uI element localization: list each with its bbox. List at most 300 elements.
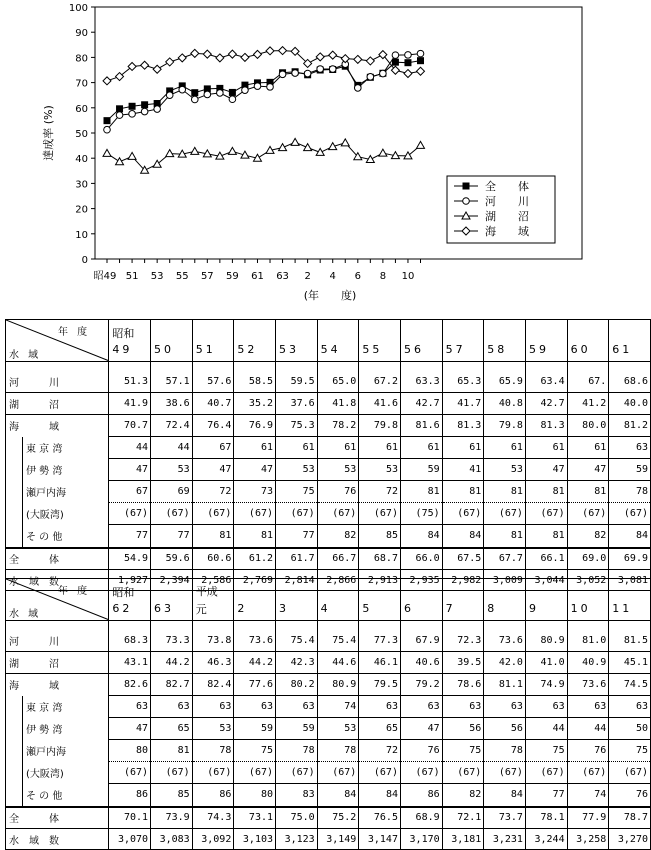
era-label xyxy=(362,584,400,602)
value-cell: 37.6 xyxy=(276,393,318,415)
spacer-cell xyxy=(6,621,109,630)
data-point xyxy=(166,58,174,66)
indent xyxy=(6,718,23,740)
value-cell: 44 xyxy=(109,437,151,459)
value-cell: 53 xyxy=(151,459,193,481)
value-cell: 63.4 xyxy=(525,371,567,393)
year-label: 59 xyxy=(528,343,549,356)
data-point xyxy=(228,50,236,58)
data-point xyxy=(228,147,236,154)
row-label: 海 域 xyxy=(6,415,109,437)
data-point xyxy=(241,53,249,61)
year-label: 51 xyxy=(195,343,216,356)
value-cell: 82 xyxy=(317,525,359,548)
value-cell: 2,394 xyxy=(151,570,193,591)
value-cell: 63 xyxy=(192,696,234,718)
value-cell: 86 xyxy=(192,784,234,807)
value-cell: 74 xyxy=(567,784,609,807)
spacer-cell xyxy=(6,362,109,371)
sub-row-label: そ の 他 xyxy=(26,532,63,543)
sub-row-label-wrap xyxy=(6,762,108,784)
x-tick-label: 昭49 xyxy=(93,271,117,282)
data-point xyxy=(203,50,211,58)
value-cell: 79.8 xyxy=(484,415,526,437)
value-cell: 81.3 xyxy=(525,415,567,437)
value-cell: 39.5 xyxy=(442,652,484,674)
spacer-cell xyxy=(567,362,609,371)
year-label: 60 xyxy=(570,343,591,356)
value-cell: 74.9 xyxy=(525,674,567,696)
year-label: 4 xyxy=(320,602,331,615)
value-cell: 50 xyxy=(609,718,651,740)
value-cell: 86 xyxy=(109,784,151,807)
data-point xyxy=(103,149,111,156)
era-label xyxy=(237,584,275,602)
y-tick-label: 40 xyxy=(75,154,88,166)
year-label: 9 xyxy=(528,602,539,615)
value-cell: 67 xyxy=(192,437,234,459)
value-cell: 74 xyxy=(317,696,359,718)
value-cell: 46.3 xyxy=(192,652,234,674)
value-cell: 61 xyxy=(525,437,567,459)
era-label xyxy=(487,325,525,343)
value-cell: 2,866 xyxy=(317,570,359,591)
value-cell: 74.3 xyxy=(192,807,234,829)
sub-row-label: 伊 勢 湾 xyxy=(26,725,63,736)
value-cell: 75 xyxy=(442,740,484,762)
era-label xyxy=(571,325,609,343)
value-cell: 42.3 xyxy=(276,652,318,674)
value-cell: 81 xyxy=(525,481,567,503)
data-point xyxy=(191,49,199,57)
data-point xyxy=(405,52,412,59)
value-cell: 75.4 xyxy=(317,630,359,652)
value-cell: 82.4 xyxy=(192,674,234,696)
x-tick-label: 2 xyxy=(304,271,311,282)
data-point xyxy=(254,83,261,90)
series-circle xyxy=(104,50,424,133)
y-tick-label: 80 xyxy=(75,53,88,65)
value-cell: 65 xyxy=(151,718,193,740)
year-label: 61 xyxy=(612,343,633,356)
value-cell: 68.7 xyxy=(359,548,401,570)
value-cell: (67) xyxy=(484,503,526,525)
spacer-cell xyxy=(567,621,609,630)
value-cell: (75) xyxy=(400,503,442,525)
data-point xyxy=(141,61,149,69)
sub-row-label: 瀬戸内海 xyxy=(26,488,66,499)
value-cell: 81 xyxy=(484,481,526,503)
x-tick-label: 4 xyxy=(329,271,336,282)
value-cell: 59 xyxy=(276,718,318,740)
y-tick-label: 90 xyxy=(75,28,88,40)
value-cell: 3,123 xyxy=(276,829,318,850)
value-cell: 75 xyxy=(234,740,276,762)
value-cell: 60.6 xyxy=(192,548,234,570)
value-cell: 67.2 xyxy=(359,371,401,393)
year-label: 8 xyxy=(487,602,498,615)
value-cell: (67) xyxy=(317,503,359,525)
value-cell: 54.9 xyxy=(109,548,151,570)
value-cell: 78 xyxy=(609,481,651,503)
data-point xyxy=(204,91,211,98)
data-point xyxy=(463,183,469,189)
indent xyxy=(6,437,23,459)
value-cell: 74.5 xyxy=(609,674,651,696)
data-point xyxy=(316,148,324,155)
table-row xyxy=(6,829,651,850)
year-label: 58 xyxy=(487,343,508,356)
series-line xyxy=(107,54,421,130)
data-point xyxy=(179,86,186,93)
year-header xyxy=(192,579,234,621)
era-label: 昭和 xyxy=(112,586,135,599)
value-cell: 81.1 xyxy=(484,674,526,696)
era-label xyxy=(321,325,359,343)
year-header xyxy=(525,320,567,362)
year-label: 10 xyxy=(570,602,591,615)
value-cell: 61 xyxy=(317,437,359,459)
data-point xyxy=(341,139,349,146)
value-cell: 76.4 xyxy=(192,415,234,437)
value-cell: (67) xyxy=(234,762,276,784)
table-row xyxy=(6,807,651,829)
value-cell: 69 xyxy=(151,481,193,503)
value-cell: 73.6 xyxy=(484,630,526,652)
value-cell: 47 xyxy=(192,459,234,481)
era-label xyxy=(612,325,650,343)
data-point xyxy=(178,54,186,62)
data-point xyxy=(354,55,362,63)
data-point xyxy=(329,51,337,59)
data-point xyxy=(417,141,425,148)
table-row xyxy=(6,674,651,696)
value-cell: 72.4 xyxy=(151,415,193,437)
row-label: 全 体 xyxy=(6,807,109,829)
value-cell: 65.9 xyxy=(484,371,526,393)
value-cell: 69.9 xyxy=(609,548,651,570)
value-cell: 80.0 xyxy=(567,415,609,437)
data-point xyxy=(316,53,324,61)
value-cell: 45.1 xyxy=(609,652,651,674)
value-cell: 80.9 xyxy=(525,630,567,652)
corner-cell xyxy=(6,320,109,362)
year-header xyxy=(442,579,484,621)
value-cell: 53 xyxy=(317,718,359,740)
value-cell: 76 xyxy=(609,784,651,807)
year-label: 52 xyxy=(237,343,258,356)
year-header xyxy=(234,579,276,621)
value-cell: 3,092 xyxy=(192,829,234,850)
era-label xyxy=(196,325,234,343)
value-cell: 73.8 xyxy=(192,630,234,652)
sub-row-label-wrap xyxy=(6,718,108,740)
spacer-cell xyxy=(400,621,442,630)
year-header xyxy=(359,579,401,621)
value-cell: (67) xyxy=(567,762,609,784)
data-point xyxy=(279,71,286,78)
value-cell: 44.2 xyxy=(151,652,193,674)
data-point xyxy=(404,70,412,78)
data-point xyxy=(191,147,199,154)
row-label: 水 域 数 xyxy=(6,570,109,591)
y-tick-label: 50 xyxy=(75,129,88,140)
sub-row-label: 伊 勢 湾 xyxy=(26,466,63,477)
value-cell: 78.7 xyxy=(609,807,651,829)
series-triangle xyxy=(103,138,425,173)
y-axis-label: 達成率 (%) xyxy=(42,105,55,161)
value-cell: 72 xyxy=(359,740,401,762)
value-cell: 67. xyxy=(567,371,609,393)
row-label xyxy=(6,503,109,525)
table-row xyxy=(6,437,651,459)
data-point xyxy=(417,50,424,57)
y-tick-label: 60 xyxy=(75,103,88,115)
value-cell: 63 xyxy=(484,696,526,718)
data-point xyxy=(166,150,174,157)
year-header xyxy=(567,320,609,362)
spacer-cell xyxy=(609,362,651,371)
indent xyxy=(6,459,23,481)
value-cell: (67) xyxy=(442,503,484,525)
value-cell: 77 xyxy=(276,525,318,548)
value-cell: 40.0 xyxy=(609,393,651,415)
value-cell: 73.6 xyxy=(567,674,609,696)
value-cell: 75 xyxy=(609,740,651,762)
series-diamond xyxy=(103,47,425,85)
value-cell: 65.0 xyxy=(317,371,359,393)
x-tick-label: 8 xyxy=(379,271,387,282)
row-label: 湖 沼 xyxy=(6,393,109,415)
value-cell: 81.6 xyxy=(400,415,442,437)
year-label: 54 xyxy=(320,343,341,356)
x-tick-label: 53 xyxy=(150,271,164,282)
value-cell: 43.1 xyxy=(109,652,151,674)
value-cell: 73.6 xyxy=(234,630,276,652)
data-point xyxy=(153,65,161,73)
value-cell: (67) xyxy=(609,762,651,784)
value-cell: 73.1 xyxy=(234,807,276,829)
value-cell: 75.4 xyxy=(276,630,318,652)
value-cell: 63 xyxy=(359,696,401,718)
y-tick-label: 70 xyxy=(75,78,88,90)
value-cell: 75.0 xyxy=(276,807,318,829)
row-label xyxy=(6,525,109,548)
value-cell: (67) xyxy=(109,762,151,784)
value-cell: 82 xyxy=(442,784,484,807)
value-cell: 81 xyxy=(484,525,526,548)
row-label xyxy=(6,481,109,503)
value-cell: 41.6 xyxy=(359,393,401,415)
year-header xyxy=(400,579,442,621)
year-label: 6 xyxy=(403,602,414,615)
value-cell: 47 xyxy=(234,459,276,481)
value-cell: 41.2 xyxy=(567,393,609,415)
data-point xyxy=(129,111,136,118)
spacer-cell xyxy=(484,362,526,371)
value-cell: 83 xyxy=(276,784,318,807)
value-cell: 76.5 xyxy=(359,807,401,829)
value-cell: 78 xyxy=(276,740,318,762)
year-header xyxy=(567,579,609,621)
sub-row-label: 瀬戸内海 xyxy=(26,747,66,758)
data-point xyxy=(304,70,311,77)
value-cell: 80 xyxy=(109,740,151,762)
spacer-cell xyxy=(442,621,484,630)
value-cell: 2,935 xyxy=(400,570,442,591)
data-point xyxy=(217,90,224,97)
value-cell: 61.7 xyxy=(276,548,318,570)
corner-year-label: 年 度 xyxy=(58,586,91,597)
value-cell: 81 xyxy=(525,525,567,548)
achievement-rate-line-chart xyxy=(0,0,651,305)
row-label xyxy=(6,437,109,459)
value-cell: (67) xyxy=(276,762,318,784)
value-cell: 77 xyxy=(109,525,151,548)
data-point xyxy=(192,90,198,96)
year-header xyxy=(525,579,567,621)
value-cell: 84 xyxy=(400,525,442,548)
value-cell: 81.2 xyxy=(609,415,651,437)
value-cell: 86 xyxy=(400,784,442,807)
spacer-cell xyxy=(609,621,651,630)
value-cell: 68.6 xyxy=(609,371,651,393)
sub-row-label-wrap xyxy=(6,437,108,459)
data-point xyxy=(128,152,136,159)
spacer-cell xyxy=(442,362,484,371)
value-cell: 82 xyxy=(567,525,609,548)
era-label xyxy=(446,584,484,602)
value-cell: 84 xyxy=(317,784,359,807)
value-cell: 40.9 xyxy=(567,652,609,674)
table-row xyxy=(6,652,651,674)
value-cell: 44 xyxy=(567,718,609,740)
era-label xyxy=(529,584,567,602)
sub-row-label: 東 京 湾 xyxy=(26,703,63,714)
legend-label: 湖 沼 xyxy=(485,210,529,223)
data-point xyxy=(291,138,299,145)
indent xyxy=(6,525,23,547)
value-cell: (67) xyxy=(192,762,234,784)
data-point xyxy=(267,84,274,91)
row-label xyxy=(6,762,109,784)
spacer-cell xyxy=(151,621,193,630)
value-cell: 67.9 xyxy=(400,630,442,652)
value-cell: 72.3 xyxy=(442,630,484,652)
value-cell: 73 xyxy=(234,481,276,503)
x-tick-label: 6 xyxy=(354,271,361,282)
year-label: 53 xyxy=(279,343,300,356)
row-label xyxy=(6,740,109,762)
year-label: 49 xyxy=(112,343,133,356)
indent xyxy=(6,740,23,762)
year-header xyxy=(484,579,526,621)
table-row xyxy=(6,740,651,762)
data-point xyxy=(104,118,110,124)
value-cell: 63 xyxy=(276,696,318,718)
spacer-row xyxy=(6,621,651,630)
value-cell: 61 xyxy=(234,437,276,459)
value-cell: (67) xyxy=(609,503,651,525)
sub-row-label-wrap xyxy=(6,503,108,525)
year-header xyxy=(400,320,442,362)
value-cell: 63 xyxy=(151,696,193,718)
value-cell: 72 xyxy=(192,481,234,503)
year-label: 63 xyxy=(154,602,175,615)
spacer-cell xyxy=(151,362,193,371)
data-point xyxy=(253,50,261,58)
value-cell: 47 xyxy=(400,718,442,740)
value-cell: 81 xyxy=(192,525,234,548)
spacer-cell xyxy=(276,362,318,371)
value-cell: 53 xyxy=(359,459,401,481)
data-point xyxy=(379,149,387,156)
value-cell: 46.1 xyxy=(359,652,401,674)
year-header xyxy=(484,320,526,362)
year-header xyxy=(151,320,193,362)
value-cell: 61 xyxy=(400,437,442,459)
era-label xyxy=(237,325,275,343)
value-cell: 42.7 xyxy=(525,393,567,415)
data-point xyxy=(141,108,148,115)
value-cell: 76 xyxy=(567,740,609,762)
year-label: 2 xyxy=(237,602,248,615)
era-label xyxy=(571,584,609,602)
value-cell: 42.7 xyxy=(400,393,442,415)
indent xyxy=(6,503,23,525)
data-point xyxy=(292,70,299,77)
value-cell: 81 xyxy=(442,481,484,503)
value-cell: 2,913 xyxy=(359,570,401,591)
value-cell: 3,103 xyxy=(234,829,276,850)
value-cell: 3,231 xyxy=(484,829,526,850)
data-point xyxy=(142,102,148,108)
value-cell: 81.0 xyxy=(567,630,609,652)
value-cell: 81.5 xyxy=(609,630,651,652)
value-cell: 1,927 xyxy=(109,570,151,591)
value-cell: 53 xyxy=(484,459,526,481)
table-row xyxy=(6,459,651,481)
data-point xyxy=(392,59,398,65)
corner-cell xyxy=(6,579,109,621)
value-cell: 41.0 xyxy=(525,652,567,674)
value-cell: 38.6 xyxy=(151,393,193,415)
era-label xyxy=(404,584,442,602)
era-label xyxy=(446,325,484,343)
value-cell: 3,258 xyxy=(567,829,609,850)
value-cell: 66.7 xyxy=(317,548,359,570)
era-label xyxy=(487,584,525,602)
y-tick-label: 30 xyxy=(75,179,88,191)
value-cell: 79.8 xyxy=(359,415,401,437)
spacer-cell xyxy=(525,621,567,630)
year-header xyxy=(109,320,151,362)
value-cell: 81 xyxy=(151,740,193,762)
indent xyxy=(6,762,23,784)
value-cell: 63 xyxy=(609,696,651,718)
value-cell: 81 xyxy=(234,525,276,548)
data-point xyxy=(242,87,249,94)
value-cell: 72.1 xyxy=(442,807,484,829)
year-label: 56 xyxy=(403,343,424,356)
value-cell: 2,814 xyxy=(276,570,318,591)
sub-row-label-wrap xyxy=(6,740,108,762)
value-cell: 2,982 xyxy=(442,570,484,591)
table-row xyxy=(6,696,651,718)
data-point xyxy=(129,103,135,109)
year-header xyxy=(276,579,318,621)
value-cell: 63 xyxy=(109,696,151,718)
